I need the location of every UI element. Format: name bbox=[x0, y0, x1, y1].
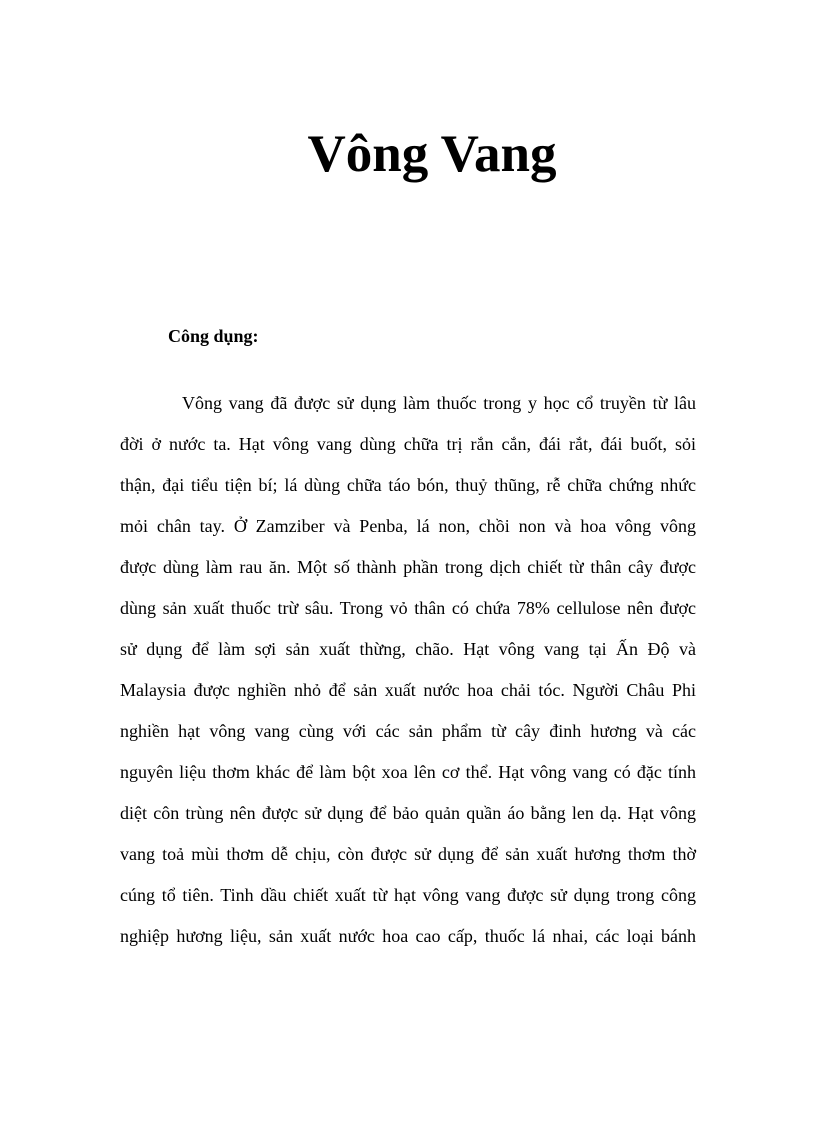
paragraph-line: đời ở nước ta. Hạt vông vang dùng chữa trị rắn cắn, đái rắt, đái buốt, sỏi bbox=[120, 434, 696, 454]
paragraph-line: diệt côn trùng nên được sử dụng để bảo quản quần áo bằng len dạ. Hạt vông bbox=[120, 803, 696, 823]
body-paragraph bbox=[120, 383, 696, 957]
paragraph-line: Vông vang đã được sử dụng làm thuốc trong y học cổ truyền từ lâu bbox=[182, 393, 696, 413]
paragraph-line: cúng tổ tiên. Tinh dầu chiết xuất từ hạt vông vang được sử dụng trong công bbox=[120, 885, 696, 905]
paragraph-line: mỏi chân tay. Ở Zamziber và Penba, lá non, chồi non và hoa vông vông bbox=[120, 516, 696, 536]
paragraph-line: nghiệp hương liệu, sản xuất nước hoa cao cấp, thuốc lá nhai, các loại bánh bbox=[120, 926, 696, 946]
paragraph-line: Malaysia được nghiền nhỏ để sản xuất nước hoa chải tóc. Người Châu Phi bbox=[120, 680, 696, 700]
paragraph-line: thận, đại tiểu tiện bí; lá dùng chữa táo bón, thuỷ thũng, rễ chữa chứng nhức bbox=[120, 475, 696, 495]
paragraph-line: sử dụng để làm sợi sản xuất thừng, chão. Hạt vông vang tại Ấn Độ và bbox=[120, 639, 696, 659]
paragraph-line: được dùng làm rau ăn. Một số thành phần trong dịch chiết từ thân cây được bbox=[120, 557, 696, 577]
paragraph-line: vang toả mùi thơm dễ chịu, còn được sử dụng để sản xuất hương thơm thờ bbox=[120, 844, 696, 864]
document-title: Vông Vang bbox=[307, 125, 557, 183]
paragraph-line: nghiền hạt vông vang cùng với các sản phẩm từ cây đinh hương và các bbox=[120, 721, 696, 741]
paragraph-line: nguyên liệu thơm khác để làm bột xoa lên cơ thể. Hạt vông vang có đặc tính bbox=[120, 762, 696, 782]
paragraph-line: dùng sản xuất thuốc trừ sâu. Trong vỏ thân có chứa 78% cellulose nên được bbox=[120, 598, 696, 618]
section-heading: Công dụng: bbox=[168, 326, 259, 346]
